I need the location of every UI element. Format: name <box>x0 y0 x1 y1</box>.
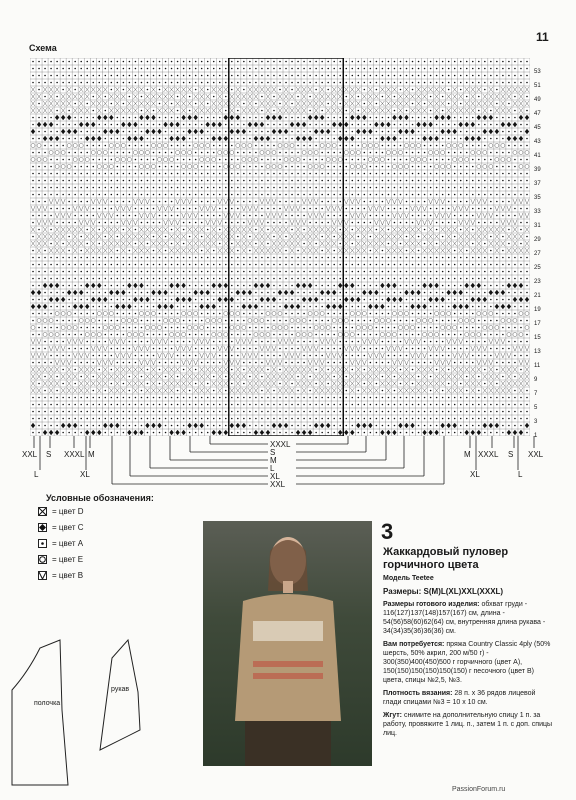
size-label: M <box>464 450 471 459</box>
row-number: 5 <box>534 405 538 411</box>
footer-watermark: PassionForum.ru <box>452 786 506 793</box>
legend-label: = цвет C <box>52 523 84 532</box>
diamond-icon <box>38 523 47 532</box>
row-number: 47 <box>534 111 541 117</box>
legend-label: = цвет B <box>52 571 84 580</box>
sleeve-label: рукав <box>111 686 130 693</box>
row-number: 17 <box>534 321 541 327</box>
size-label: M <box>270 456 277 465</box>
band-label: Жгут: <box>383 712 402 719</box>
finished-label: Размеры готового изделия: <box>383 601 480 608</box>
row-number: 53 <box>534 69 541 75</box>
size-label: S <box>270 448 276 457</box>
row-number: 49 <box>534 97 541 103</box>
size-label: XXXL <box>64 450 85 459</box>
row-number: 39 <box>534 167 541 173</box>
circle-icon <box>38 555 47 564</box>
size-label: XXL <box>270 480 286 489</box>
materials-paragraph <box>383 640 553 685</box>
size-label: L <box>270 464 275 473</box>
size-label: XXXL <box>478 450 499 459</box>
gauge-paragraph <box>383 689 553 707</box>
row-number: 1 <box>534 433 538 439</box>
band-paragraph <box>383 711 553 738</box>
size-label: XXL <box>22 450 38 459</box>
legend-item <box>38 554 83 565</box>
size-label: XXXL <box>270 440 291 449</box>
cross-box-icon <box>38 507 47 516</box>
sizes-line: Размеры: S(M)L(XL)XXL(XXXL) <box>383 587 504 596</box>
page-number: 11 <box>536 30 549 44</box>
model-name: Модель Teetee <box>383 575 434 582</box>
scheme-title: Схема <box>29 43 57 53</box>
size-label: M <box>88 450 95 459</box>
row-number: 9 <box>534 377 538 383</box>
size-label: S <box>508 450 514 459</box>
row-number: 21 <box>534 293 541 299</box>
article-title: Жаккардовый пуловер горчичного цвета <box>383 546 509 571</box>
row-number: 27 <box>534 251 541 257</box>
legend-item <box>38 522 83 533</box>
model-photo <box>203 521 372 766</box>
finished-size-paragraph <box>383 600 553 636</box>
row-number: 25 <box>534 265 541 271</box>
row-number: 43 <box>534 139 541 145</box>
legend-item <box>38 538 83 549</box>
size-label: XL <box>80 470 90 479</box>
legend-item <box>38 570 83 581</box>
row-number: 33 <box>534 209 541 215</box>
finished-text: обхват груди - 116(127)137(148)157(167) см, длина - 54(56)58(60)62(64) см, внутренняя длина рукава - 34(34)35(36)36(36) см. <box>383 601 546 635</box>
size-label: S <box>46 450 52 459</box>
row-number: 19 <box>534 307 541 313</box>
gauge-label: Плотность вязания: <box>383 690 453 697</box>
legend-label: = цвет E <box>52 555 84 564</box>
legend-label: = цвет A <box>52 539 84 548</box>
legend-label: = цвет D <box>52 507 84 516</box>
gauge-text: 28 п. x 36 рядов лицевой глади спицами №3 = 10 x 10 см. <box>383 690 536 706</box>
legend-title: Условные обозначения: <box>46 493 154 503</box>
size-label: XL <box>270 472 280 481</box>
row-number: 45 <box>534 125 541 131</box>
needs-label: Вам потребуется: <box>383 641 445 648</box>
size-label: XXL <box>528 450 544 459</box>
row-number: 23 <box>534 279 541 285</box>
row-number: 3 <box>534 419 538 425</box>
row-number: 13 <box>534 349 541 355</box>
size-label: L <box>34 470 39 479</box>
row-number: 41 <box>534 153 541 159</box>
row-number: 51 <box>534 83 541 89</box>
row-number: 37 <box>534 181 541 187</box>
row-number: 29 <box>534 237 541 243</box>
front-label: полочка <box>34 700 61 707</box>
row-number: 31 <box>534 223 541 229</box>
row-number: 15 <box>534 335 541 341</box>
dot-icon <box>38 539 47 548</box>
legend-item <box>38 506 83 517</box>
band-text: снимите на дополнительную спицу 1 п. за работу, провяжите 1 лиц. п., затем 1 п. с доп. спицы лиц. <box>383 712 553 737</box>
row-number: 11 <box>534 363 541 369</box>
row-number: 7 <box>534 391 538 397</box>
size-label: XL <box>470 470 480 479</box>
article-number: 3 <box>381 519 394 544</box>
front-pattern-shape <box>0 600 200 800</box>
needs-text: пряжа Country Classic 4ply (50% шерсть, 50% акрил, 200 м/50 г) - 300(350)400(450)500 г горчичного (цвет A), 150(150)150(150)150(150) г песочного (цвет B) цвета, спицы №2,5, №3. <box>383 641 551 684</box>
row-number: 35 <box>534 195 541 201</box>
size-label: L <box>518 470 523 479</box>
article <box>383 520 553 742</box>
v-mark-icon <box>38 571 47 580</box>
